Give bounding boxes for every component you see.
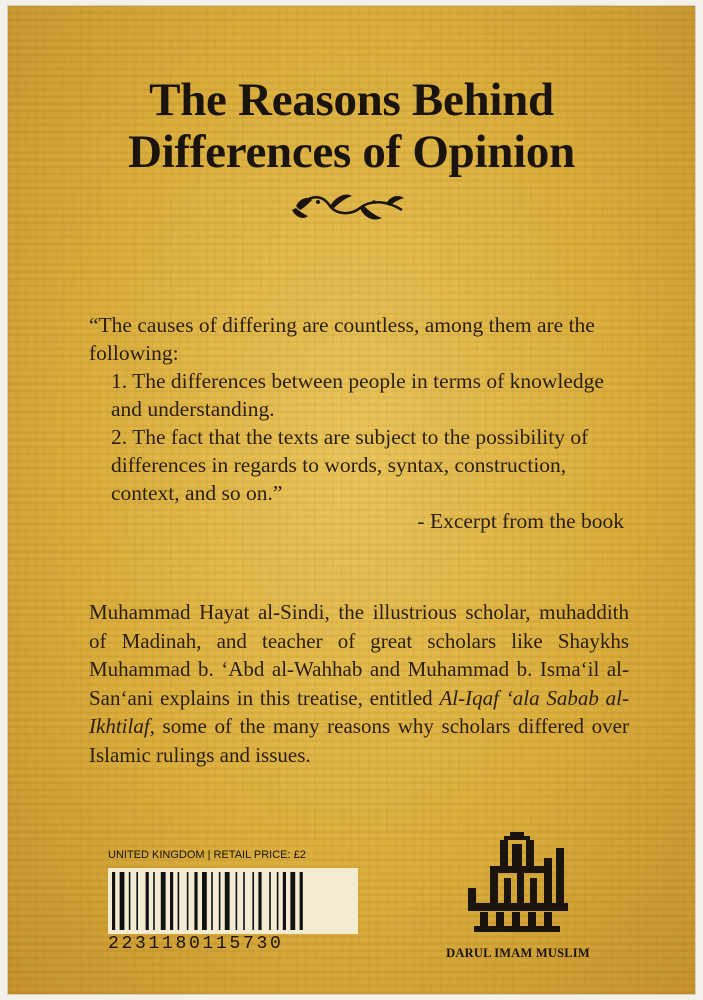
barcode-bar bbox=[269, 872, 271, 930]
barcode-bar bbox=[194, 872, 197, 930]
barcode-bar bbox=[277, 872, 279, 930]
barcode-icon bbox=[108, 868, 358, 934]
book-description bbox=[89, 598, 629, 769]
book-title bbox=[8, 74, 695, 178]
description-text-end: some of the many reasons why scholars differed over Islamic rulings and issues. bbox=[89, 714, 629, 767]
barcode-bar bbox=[161, 872, 166, 930]
barcode-bar bbox=[178, 872, 180, 930]
quote-item-1: 1. The differences between people in terms of knowledge and understanding. bbox=[111, 369, 604, 421]
title-line-1: The Reasons Behind bbox=[149, 74, 554, 126]
quote-intro: “The causes of differing are countless, among them are the following: bbox=[89, 313, 595, 365]
barcode-bar bbox=[136, 872, 138, 930]
barcode-bar bbox=[219, 872, 221, 930]
barcode-bar bbox=[129, 872, 131, 930]
barcode-bar bbox=[252, 872, 254, 930]
floral-ornament-icon bbox=[290, 188, 410, 228]
publisher-logo-icon bbox=[460, 828, 576, 940]
barcode-bar bbox=[170, 872, 173, 930]
barcode-bar bbox=[120, 872, 125, 930]
barcode-bar bbox=[225, 872, 230, 930]
barcode-bar bbox=[243, 872, 245, 930]
quote-item-2: 2. The fact that the texts are subject to the possibility of differences in regards to words, syntax, construction, context, and so on.” bbox=[111, 425, 589, 505]
barcode-bar bbox=[146, 872, 149, 930]
barcode-bar bbox=[258, 872, 261, 930]
quote-attribution: - Excerpt from the book bbox=[417, 509, 624, 533]
barcode-bar bbox=[236, 872, 238, 930]
barcode-number: 2231180115730 bbox=[108, 934, 284, 954]
barcode-bar bbox=[202, 872, 207, 930]
description-text: Muhammad Hayat al-Sindi, the illustrious scholar, muhaddith of Madinah, and teacher of great scholars like Shaykhs Muhammad b. ‘Abd al-Wahhab and Muhammad b. Isma‘il al-San‘ani explains in this treatise, entitled bbox=[89, 600, 629, 710]
book-excerpt-quote bbox=[89, 311, 624, 535]
treatise-title: Al-Iqaf ‘ala Sabab al-Ikhtilaf, bbox=[89, 685, 630, 738]
barcode-bar bbox=[211, 872, 213, 930]
book-back-cover bbox=[8, 6, 695, 994]
barcode-bar bbox=[290, 872, 295, 930]
title-line-2: Differences of Opinion bbox=[128, 126, 575, 178]
barcode-bar bbox=[153, 872, 155, 930]
publisher-name: DARUL IMAM MUSLIM bbox=[446, 946, 590, 960]
barcode-bar bbox=[283, 872, 286, 930]
barcode-bar bbox=[300, 872, 303, 930]
retail-price-label: UNITED KINGDOM | RETAIL PRICE: £2 bbox=[108, 849, 306, 861]
barcode-bar bbox=[187, 872, 189, 930]
barcode-bar bbox=[112, 872, 115, 930]
